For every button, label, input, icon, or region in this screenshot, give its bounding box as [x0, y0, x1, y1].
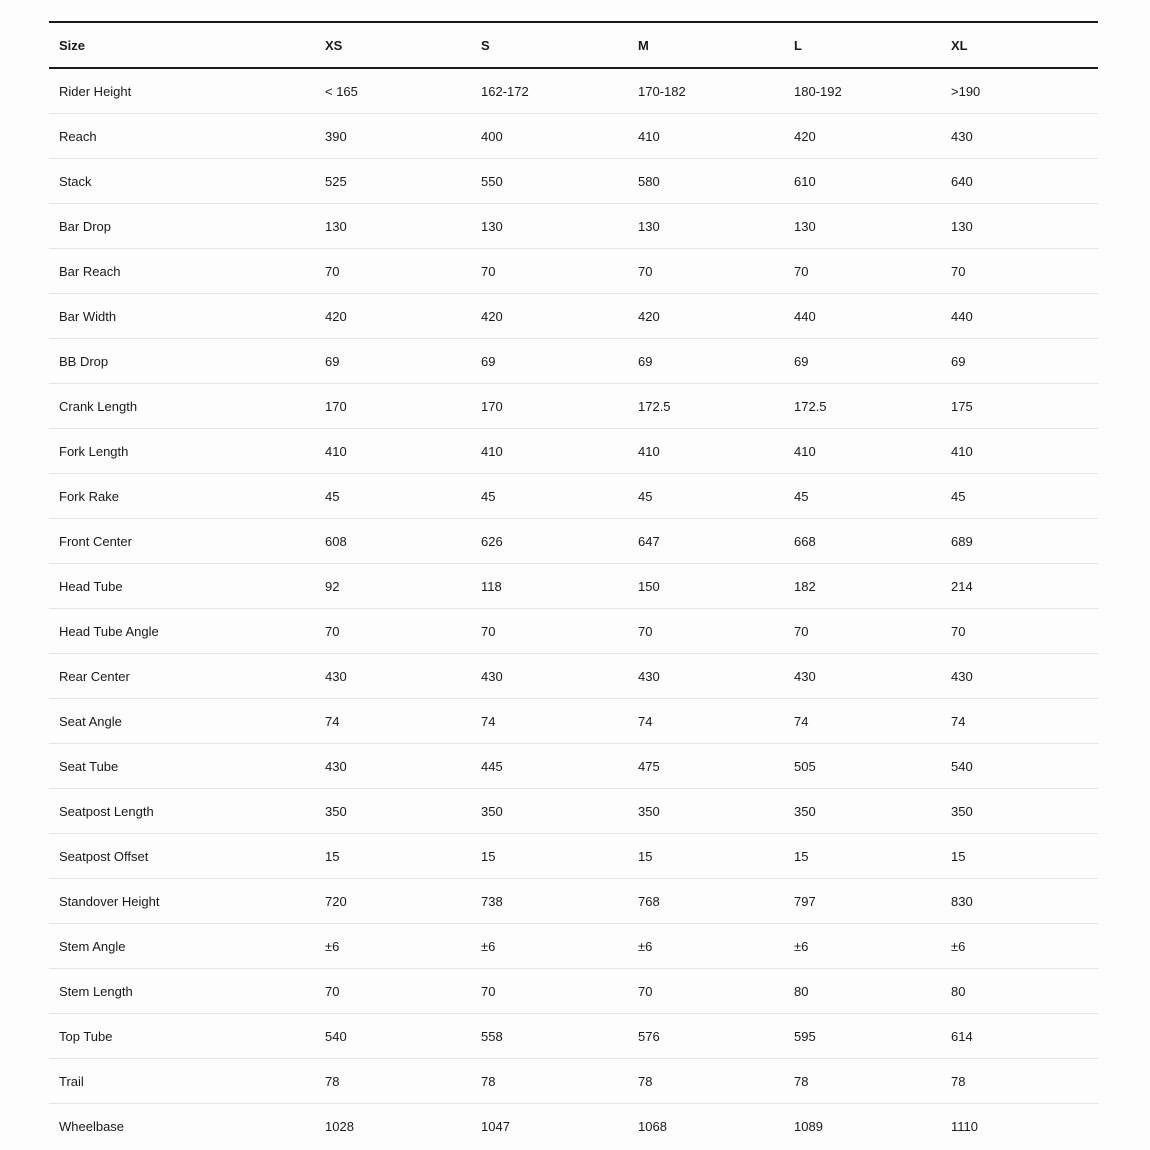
- value-cell: 1089: [794, 1118, 823, 1134]
- value-cell: 78: [325, 1073, 340, 1089]
- value-cell: 130: [638, 218, 660, 234]
- value-cell: 74: [638, 713, 653, 729]
- value-cell: 390: [325, 128, 347, 144]
- row-label-cell: Reach: [59, 128, 97, 144]
- value-cell: 610: [794, 173, 816, 189]
- row-label-cell: Front Center: [59, 533, 132, 549]
- value-cell: 689: [951, 533, 973, 549]
- value-cell: 580: [638, 173, 660, 189]
- value-cell: 830: [951, 893, 973, 909]
- row-label-cell: Stack: [59, 173, 92, 189]
- value-cell: 15: [638, 848, 653, 864]
- value-cell: 430: [325, 668, 347, 684]
- value-cell: 172.5: [638, 398, 671, 414]
- table-row: [49, 789, 1098, 834]
- row-label-cell: Seatpost Offset: [59, 848, 149, 864]
- row-label-cell: Seat Angle: [59, 713, 122, 729]
- value-cell: 420: [481, 308, 503, 324]
- header-cell-xs: XS: [325, 37, 343, 53]
- value-cell: 420: [794, 128, 816, 144]
- row-label-cell: BB Drop: [59, 353, 109, 369]
- value-cell: 420: [638, 308, 660, 324]
- table-row: [49, 294, 1098, 339]
- value-cell: 69: [794, 353, 809, 369]
- table-row: [49, 1104, 1098, 1148]
- header-cell-l: L: [794, 37, 802, 53]
- value-cell: 45: [481, 488, 496, 504]
- value-cell: 78: [481, 1073, 496, 1089]
- value-cell: 1028: [325, 1118, 354, 1134]
- value-cell: 430: [794, 668, 816, 684]
- table-row: [49, 699, 1098, 744]
- value-cell: 175: [951, 398, 973, 414]
- value-cell: 410: [794, 443, 816, 459]
- value-cell: 525: [325, 173, 347, 189]
- row-label-cell: Fork Length: [59, 443, 129, 459]
- value-cell: 1110: [951, 1118, 978, 1134]
- value-cell: 614: [951, 1028, 973, 1044]
- value-cell: 69: [951, 353, 966, 369]
- value-cell: 1068: [638, 1118, 667, 1134]
- value-cell: 445: [481, 758, 503, 774]
- value-cell: 430: [638, 668, 660, 684]
- value-cell: 15: [951, 848, 966, 864]
- value-cell: 350: [951, 803, 973, 819]
- value-cell: 45: [794, 488, 809, 504]
- value-cell: 70: [325, 983, 340, 999]
- value-cell: 440: [951, 308, 973, 324]
- value-cell: 540: [951, 758, 973, 774]
- table-row: [49, 969, 1098, 1014]
- value-cell: 182: [794, 578, 816, 594]
- value-cell: 130: [794, 218, 816, 234]
- value-cell: 118: [481, 578, 502, 594]
- value-cell: 74: [794, 713, 809, 729]
- value-cell: 70: [638, 623, 653, 639]
- value-cell: 70: [638, 983, 653, 999]
- value-cell: 130: [951, 218, 973, 234]
- value-cell: 608: [325, 533, 347, 549]
- row-label-cell: Stem Length: [59, 983, 133, 999]
- value-cell: 430: [951, 128, 973, 144]
- value-cell: 410: [325, 443, 347, 459]
- value-cell: 668: [794, 533, 816, 549]
- value-cell: 130: [481, 218, 503, 234]
- table-row: [49, 1059, 1098, 1104]
- table-row: [49, 69, 1098, 114]
- value-cell: 70: [794, 623, 809, 639]
- value-cell: 350: [638, 803, 660, 819]
- value-cell: 410: [481, 443, 503, 459]
- value-cell: 410: [638, 128, 660, 144]
- value-cell: 440: [794, 308, 816, 324]
- value-cell: 70: [481, 623, 496, 639]
- value-cell: 170: [325, 398, 347, 414]
- value-cell: 130: [325, 218, 347, 234]
- row-label-cell: Wheelbase: [59, 1118, 125, 1134]
- value-cell: 78: [638, 1073, 653, 1089]
- value-cell: 162-172: [481, 83, 529, 99]
- table-row: [49, 834, 1098, 879]
- value-cell: 74: [325, 713, 340, 729]
- table-row: [49, 114, 1098, 159]
- value-cell: 45: [951, 488, 966, 504]
- value-cell: 410: [638, 443, 660, 459]
- table-row: [49, 339, 1098, 384]
- value-cell: ±6: [638, 938, 653, 954]
- value-cell: 74: [951, 713, 966, 729]
- table-row: [49, 924, 1098, 969]
- row-label-cell: Seat Tube: [59, 758, 119, 774]
- value-cell: ±6: [794, 938, 809, 954]
- value-cell: 558: [481, 1028, 503, 1044]
- row-label-cell: Rear Center: [59, 668, 130, 684]
- value-cell: 70: [325, 623, 340, 639]
- table-row: [49, 744, 1098, 789]
- value-cell: 78: [794, 1073, 809, 1089]
- header-cell-size: Size: [59, 37, 86, 53]
- table-row: [49, 609, 1098, 654]
- value-cell: 350: [325, 803, 347, 819]
- value-cell: 540: [325, 1028, 347, 1044]
- value-cell: < 165: [325, 83, 358, 99]
- table-row: [49, 249, 1098, 294]
- value-cell: 170-182: [638, 83, 686, 99]
- value-cell: 69: [481, 353, 496, 369]
- row-label-cell: Stem Angle: [59, 938, 126, 954]
- value-cell: 214: [951, 578, 973, 594]
- value-cell: 430: [951, 668, 973, 684]
- row-label-cell: Standover Height: [59, 893, 160, 909]
- table-row: [49, 1014, 1098, 1059]
- value-cell: 74: [481, 713, 496, 729]
- value-cell: 172.5: [794, 398, 827, 414]
- value-cell: 70: [951, 623, 966, 639]
- table-row: [49, 159, 1098, 204]
- row-label-cell: Rider Height: [59, 83, 132, 99]
- value-cell: 720: [325, 893, 347, 909]
- row-label-cell: Crank Length: [59, 398, 138, 414]
- value-cell: 430: [481, 668, 503, 684]
- table-body: [49, 69, 1098, 1148]
- header-cell-xl: XL: [951, 37, 968, 53]
- value-cell: 797: [794, 893, 816, 909]
- table-header-row: [49, 21, 1098, 69]
- table-row: [49, 879, 1098, 924]
- value-cell: 400: [481, 128, 503, 144]
- row-label-cell: Bar Reach: [59, 263, 121, 279]
- value-cell: 738: [481, 893, 503, 909]
- value-cell: 69: [325, 353, 340, 369]
- table-row: [49, 654, 1098, 699]
- value-cell: 15: [325, 848, 340, 864]
- value-cell: 350: [481, 803, 503, 819]
- value-cell: 70: [794, 263, 809, 279]
- value-cell: 475: [638, 758, 660, 774]
- value-cell: 45: [638, 488, 653, 504]
- row-label-cell: Seatpost Length: [59, 803, 154, 819]
- value-cell: 150: [638, 578, 660, 594]
- value-cell: 70: [481, 983, 496, 999]
- value-cell: 576: [638, 1028, 660, 1044]
- value-cell: 430: [325, 758, 347, 774]
- value-cell: ±6: [481, 938, 496, 954]
- table-row: [49, 564, 1098, 609]
- row-label-cell: Fork Rake: [59, 488, 119, 504]
- value-cell: 70: [325, 263, 340, 279]
- value-cell: 69: [638, 353, 653, 369]
- value-cell: 15: [794, 848, 809, 864]
- value-cell: 505: [794, 758, 816, 774]
- value-cell: 350: [794, 803, 816, 819]
- table-row: [49, 519, 1098, 564]
- value-cell: 170: [481, 398, 503, 414]
- row-label-cell: Bar Width: [59, 308, 117, 324]
- value-cell: 80: [951, 983, 966, 999]
- row-label-cell: Top Tube: [59, 1028, 113, 1044]
- row-label-cell: Head Tube: [59, 578, 123, 594]
- value-cell: 15: [481, 848, 496, 864]
- value-cell: ±6: [325, 938, 340, 954]
- row-label-cell: Bar Drop: [59, 218, 112, 234]
- value-cell: 70: [481, 263, 496, 279]
- value-cell: 550: [481, 173, 503, 189]
- value-cell: 70: [638, 263, 653, 279]
- row-label-cell: Head Tube Angle: [59, 623, 159, 639]
- value-cell: ±6: [951, 938, 966, 954]
- value-cell: 80: [794, 983, 809, 999]
- header-cell-s: S: [481, 37, 490, 53]
- value-cell: 647: [638, 533, 660, 549]
- value-cell: 180-192: [794, 83, 842, 99]
- table-row: [49, 474, 1098, 519]
- value-cell: 70: [951, 263, 966, 279]
- value-cell: 768: [638, 893, 660, 909]
- row-label-cell: Trail: [59, 1073, 84, 1089]
- value-cell: 420: [325, 308, 347, 324]
- value-cell: 1047: [481, 1118, 510, 1134]
- value-cell: 78: [951, 1073, 966, 1089]
- table-row: [49, 384, 1098, 429]
- value-cell: 595: [794, 1028, 816, 1044]
- value-cell: 626: [481, 533, 503, 549]
- header-cell-m: M: [638, 37, 649, 53]
- value-cell: 92: [325, 578, 340, 594]
- value-cell: 410: [951, 443, 973, 459]
- value-cell: >190: [951, 83, 981, 99]
- value-cell: 45: [325, 488, 340, 504]
- table-row: [49, 429, 1098, 474]
- value-cell: 640: [951, 173, 973, 189]
- table-row: [49, 204, 1098, 249]
- geometry-table: [49, 21, 1098, 1148]
